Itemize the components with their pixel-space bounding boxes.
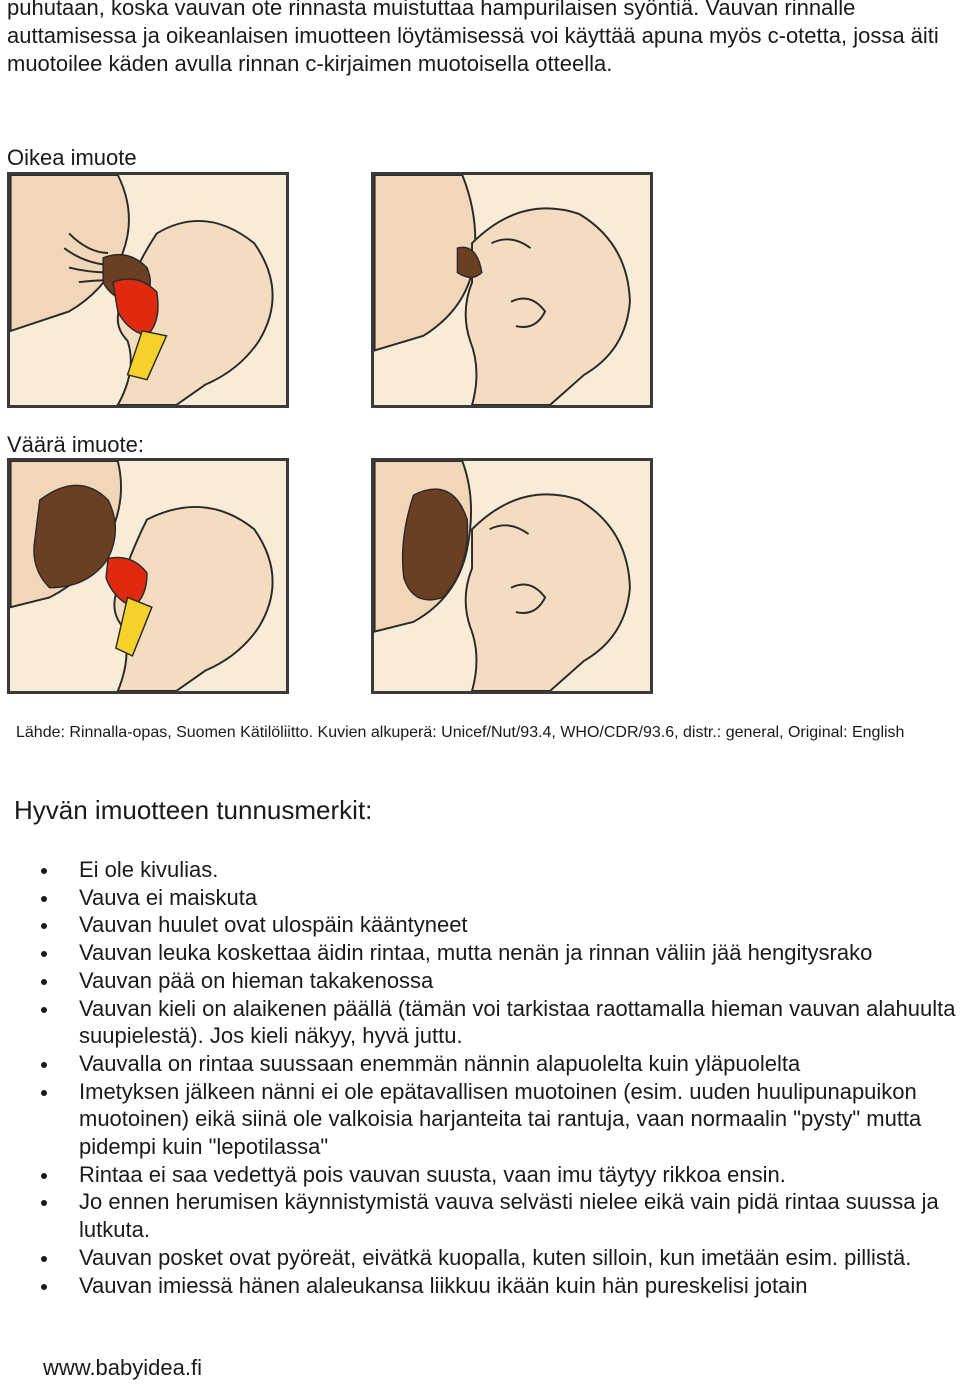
footer-url: www.babyidea.fi [43, 1355, 202, 1380]
list-item: Jo ennen herumisen käynnistymistä vauva selvästi nielee eikä vain pidä rintaa suussa ja lutkuta. [79, 1188, 959, 1243]
list-item: Vauva ei maiskuta [79, 884, 959, 912]
list-item: Vauvan posket ovat pyöreät, eivätkä kuopalla, kuten silloin, kun imetään esim. pillistä. [79, 1244, 959, 1272]
list-item: Imetyksen jälkeen nänni ei ole epätavallisen muotoinen (esim. uuden huulipunapuikon muotoinen) eikä siinä ole valkoisia harjanteita tai rantuja, vaan normaalin "pysty" mutta pidempi kuin "lepotilassa" [79, 1078, 959, 1161]
list-item: Vauvan pää on hieman takakenossa [79, 967, 959, 995]
correct-latch-cross-section-illustration [7, 172, 289, 408]
intro-paragraph: puhutaan, koska vauvan ote rinnasta muistuttaa hampurilaisen syöntiä. Vauvan rinnalle auttamisessa ja oikeanlaisen imuotteen löytämisessä voi käyttää apuna myös c-otetta, jossa äiti muotoilee käden avulla rinnan c-kirjaimen muotoisella otteella. [7, 0, 939, 76]
source-citation: Lähde: Rinnalla-opas, Suomen Kätilöliitto. Kuvien alkuperä: Unicef/Nut/93.4, WHO/CDR/93.6, distr.: general, Original: English [16, 724, 905, 741]
wrong-latch-cross-section-illustration [7, 458, 289, 694]
list-item: Vauvan huulet ovat ulospäin kääntyneet [79, 911, 959, 939]
list-item: Vauvalla on rintaa suussaan enemmän nännin alapuolelta kuin yläpuolelta [79, 1050, 959, 1078]
list-item: Vauvan leuka koskettaa äidin rintaa, mutta nenän ja rinnan väliin jää hengitysrako [79, 939, 959, 967]
correct-latch-external-illustration [371, 172, 653, 408]
list-item: Vauvan imiessä hänen alaleukansa liikkuu ikään kuin hän pureskelisi jotain [79, 1272, 959, 1300]
good-latch-signs-heading: Hyvän imuotteen tunnusmerkit: [14, 795, 373, 825]
list-item: Vauvan kieli on alaikenen päällä (tämän voi tarkistaa raottamalla hieman vauvan alahuulta suupielestä). Jos kieli näkyy, hyvä juttu. [79, 995, 959, 1050]
list-item: Rintaa ei saa vedettyä pois vauvan suusta, vaan imu täytyy rikkoa ensin. [79, 1161, 959, 1189]
wrong-latch-external-illustration [371, 458, 653, 694]
list-item: Ei ole kivulias. [79, 856, 959, 884]
good-latch-signs-list [79, 856, 959, 1299]
correct-latch-caption: Oikea imuote [7, 145, 137, 170]
wrong-latch-caption: Väärä imuote: [7, 432, 144, 457]
